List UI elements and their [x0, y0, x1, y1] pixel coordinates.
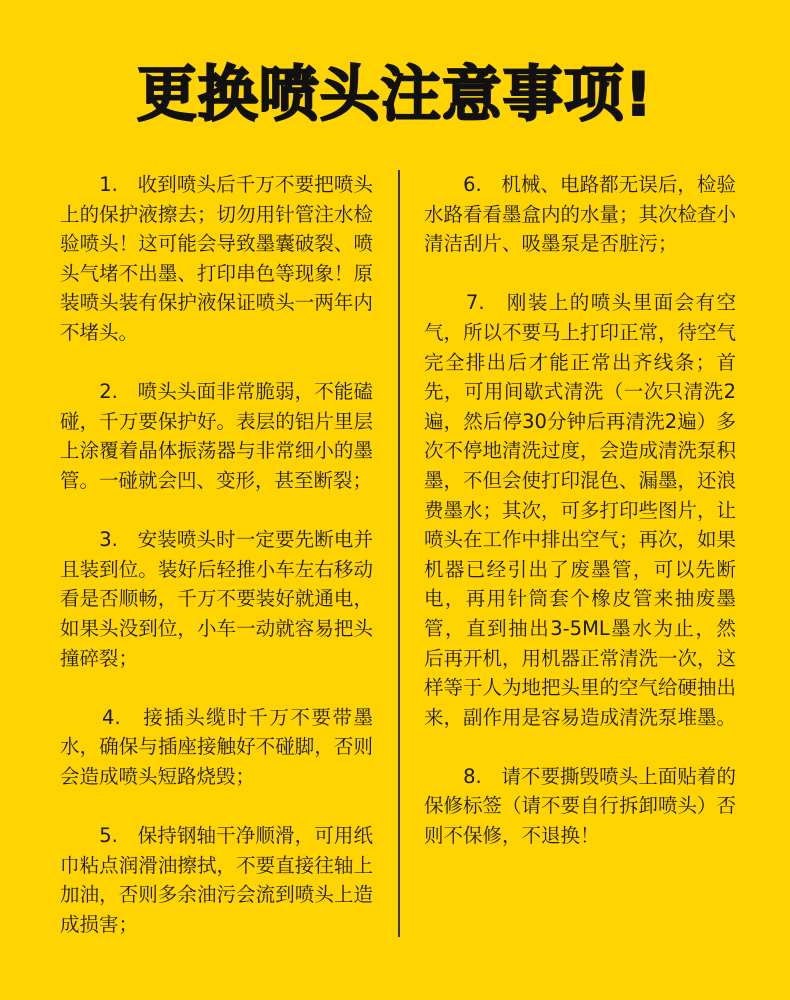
left-column — [60, 170, 373, 939]
notice-item-8: 8. 请不要撕毁喷头上面贴着的保修标签（请不要自行拆卸喷头）否则不保修，不退换！ — [424, 764, 737, 848]
column-divider — [398, 170, 400, 937]
right-column — [424, 170, 736, 851]
page-title: 更换喷头注意事项! — [136, 60, 654, 130]
notice-item-1: 1. 收到喷头后千万不要把喷头上的保护液擦去；切勿用针管注水检验喷头！这可能会导致墨囊破裂、喷头气堵不出墨、打印串色等现象！原装喷头装有保护液保证喷头一两年内不堵头。 — [60, 173, 373, 344]
notice-item-5: 5. 保持钢轴干净顺滑，可用纸巾粘点润滑油擦拭，不要直接往轴上加油，否则多余油污会流到喷头上造成损害； — [60, 824, 373, 936]
notice-item-7: 7. 刚装上的喷头里面会有空气，所以不要马上打印正常，待空气完全排出后才能正常出齐线条；首先，可用间歇式清洗（一次只清洗2遍，然后停30分钟后再清洗2遍）多次不停地清洗过度，会造成清洗泵积墨，不但会使打印混色、漏墨，还浪费墨水；其次，可多打印些图片，让喷头在工作中排出空气；再次，如果机器已经引出了废墨管，可以先断电，再用针筒套个橡皮管来抽废墨管，直到抽出3-5ML墨水为止，然后再开机，用机器正常清洗一次，这样等于人为地把头里的空气给硬抽出来，副作用是容易造成清洗泵堆墨。 — [424, 291, 737, 729]
notice-item-6: 6. 机械、电路都无误后，检验水路看看墨盒内的水量；其次检查小清洁刮片、吸墨泵是否脏污； — [424, 173, 737, 256]
notice-item-2: 2. 喷头头面非常脆弱，不能磕碰，千万要保护好。表层的铝片里层上涂覆着晶体振荡器与非常细小的墨管。一碰就会凹、变形，甚至断裂； — [60, 380, 373, 492]
notice-item-4: 4. 接插头缆时千万不要带墨水，确保与插座接触好不碰脚，否则会造成喷头短路烧毁； — [60, 705, 373, 788]
notice-item-3: 3. 安装喷头时一定要先断电并且装到位。装好后轻推小车左右移动看是否顺畅，千万不要装好就通电，如果头没到位，小车一动就容易把头撞碎裂； — [60, 528, 373, 670]
